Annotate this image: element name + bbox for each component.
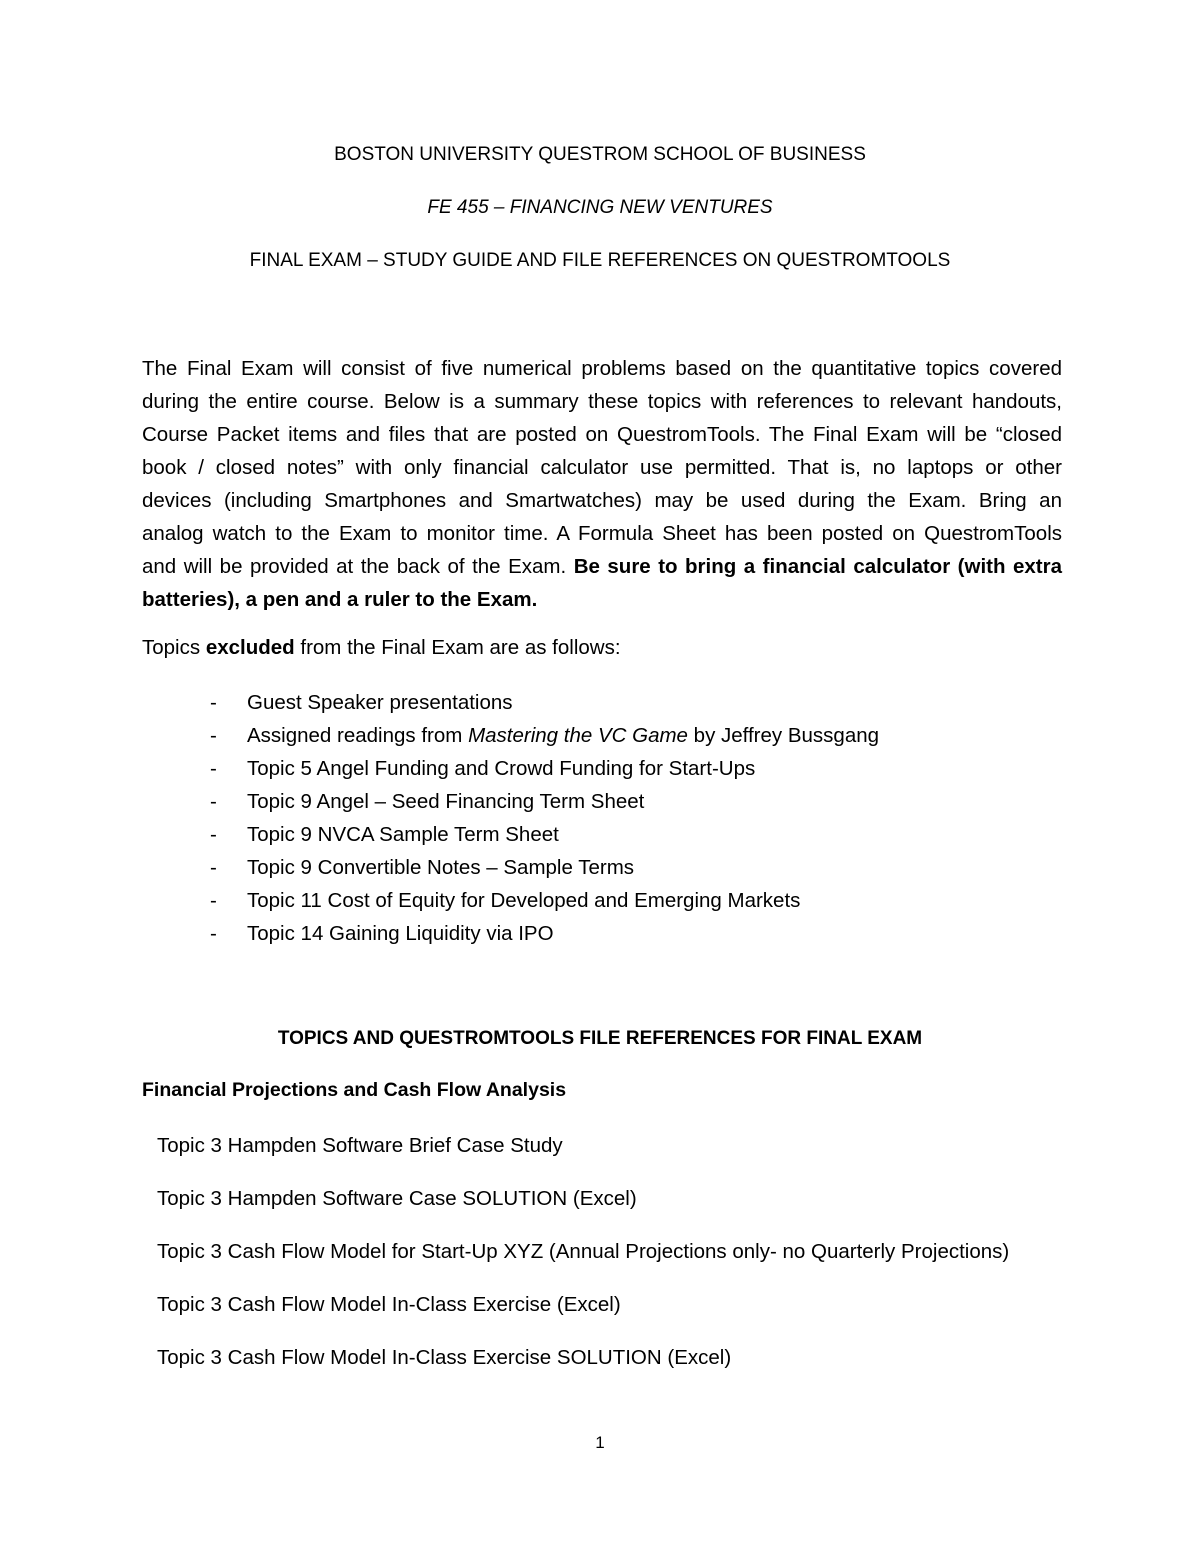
list-item-text: Topic 9 Angel – Seed Financing Term Sheet: [247, 790, 645, 813]
bullet-dash: -: [210, 889, 217, 912]
list-item: [210, 686, 879, 719]
bullet-dash: -: [210, 757, 217, 780]
topics-heading: TOPICS AND QUESTROMTOOLS FILE REFERENCES FOR FINAL EXAM: [277, 1028, 923, 1049]
file-reference-list: [157, 1129, 1009, 1394]
list-item: [210, 752, 879, 785]
page-number: 1: [595, 1433, 605, 1452]
intro-emphasis: batteries), a pen and a ruler to the Exam.: [142, 588, 538, 611]
course-title: FE 455 – FINANCING NEW VENTURES: [427, 197, 773, 218]
institution-heading: BOSTON UNIVERSITY QUESTROM SCHOOL OF BUSINESS: [334, 144, 866, 165]
list-item-text: Topic 9 Convertible Notes – Sample Terms: [247, 856, 635, 879]
list-item-text: Assigned readings from: [247, 724, 469, 747]
bullet-dash: -: [210, 790, 217, 813]
intro-line: [142, 550, 1062, 583]
excluded-emphasis: excluded: [205, 636, 295, 659]
intro-line: The Final Exam will consist of five numerical problems based on the quantitative topics covered: [142, 357, 1062, 380]
book-author: by Jeffrey Bussgang: [687, 724, 880, 747]
list-item: [210, 884, 879, 917]
excluded-topics-lead: [142, 636, 621, 660]
list-item-text: Topic 14 Gaining Liquidity via IPO: [247, 922, 554, 945]
intro-line: Course Packet items and files that are posted on QuestromTools. The Final Exam will be “closed: [142, 423, 1062, 446]
intro-line: analog watch to the Exam to monitor time. A Formula Sheet has been posted on QuestromTools: [142, 522, 1062, 545]
list-item: [210, 818, 879, 851]
list-item-text: Topic 9 NVCA Sample Term Sheet: [247, 823, 559, 846]
bullet-dash: -: [210, 823, 217, 846]
intro-emphasis: Be sure to bring a financial calculator (with extra: [573, 555, 1062, 578]
book-title: Mastering the VC Game: [468, 724, 688, 747]
list-item: [210, 785, 879, 818]
intro-paragraph: [142, 352, 1062, 616]
intro-line: devices (including Smartphones and Smartwatches) may be used during the Exam. Bring an: [142, 489, 1062, 512]
bullet-dash: -: [210, 922, 217, 945]
document-title: FINAL EXAM – STUDY GUIDE AND FILE REFERENCES ON QUESTROMTOOLS: [249, 250, 951, 271]
excluded-topics-list: [210, 686, 879, 950]
bullet-dash: -: [210, 691, 217, 714]
file-reference: Topic 3 Cash Flow Model In-Class Exercise (Excel): [157, 1293, 621, 1316]
list-item-text: Guest Speaker presentations: [247, 691, 513, 714]
list-item: [210, 917, 879, 950]
list-item-text: Topic 5 Angel Funding and Crowd Funding for Start-Ups: [247, 757, 756, 780]
file-reference: Topic 3 Cash Flow Model for Start-Up XYZ (Annual Projections only- no Quarterly Projections): [157, 1240, 1010, 1263]
file-reference: Topic 3 Hampden Software Case SOLUTION (Excel): [157, 1187, 637, 1210]
list-item: [210, 851, 879, 884]
section-title: Financial Projections and Cash Flow Analysis: [142, 1079, 567, 1101]
intro-line: book / closed notes” with only financial calculator use permitted. That is, no laptops or other: [142, 456, 1062, 479]
bullet-dash: -: [210, 724, 217, 747]
bullet-dash: -: [210, 856, 217, 879]
file-reference: Topic 3 Cash Flow Model In-Class Exercise SOLUTION (Excel): [157, 1346, 732, 1369]
list-item: [210, 719, 879, 752]
intro-line: during the entire course. Below is a summary these topics with references to relevant handouts,: [142, 390, 1062, 413]
file-reference: Topic 3 Hampden Software Brief Case Study: [157, 1134, 563, 1157]
intro-text: and will be provided at the back of the Exam.: [142, 555, 574, 578]
list-item-text: Topic 11 Cost of Equity for Developed and Emerging Markets: [247, 889, 801, 912]
lead-text: from the Final Exam are as follows:: [294, 636, 621, 659]
lead-text: Topics: [142, 636, 206, 659]
